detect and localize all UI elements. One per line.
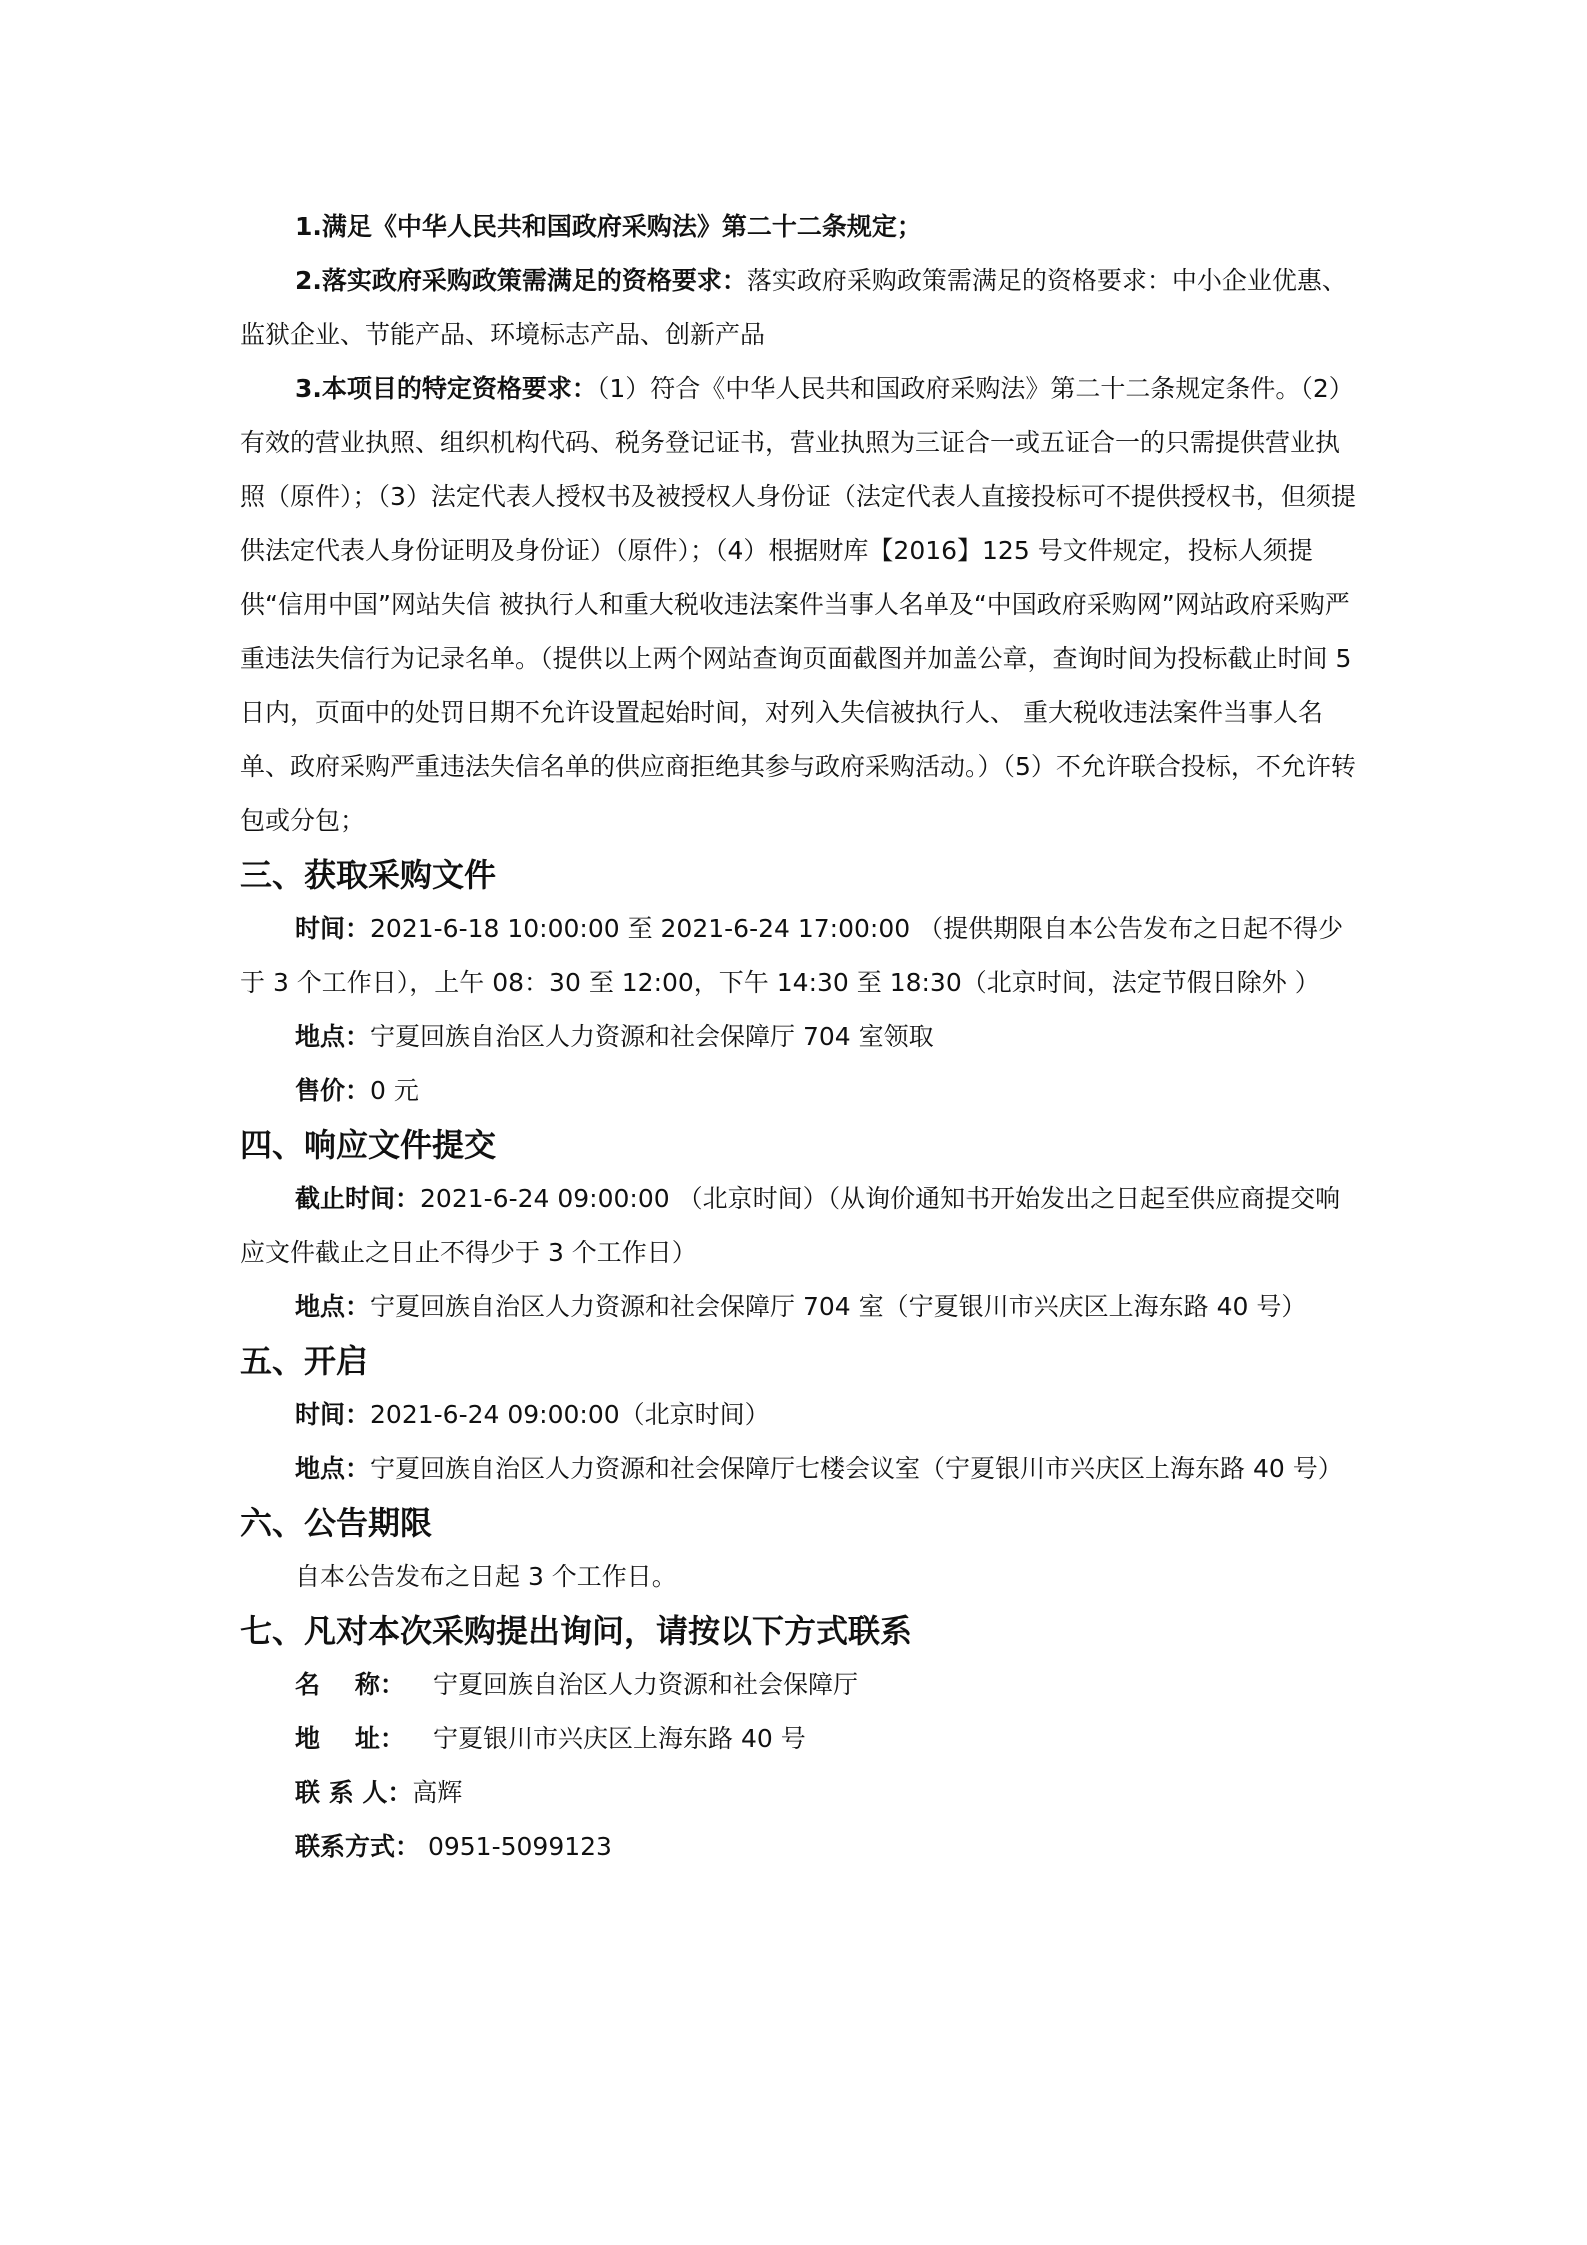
obtain-place [240,1010,1360,1064]
obtain-place-text: 宁夏回族自治区人力资源和社会保障厅 704 室领取 [370,1022,934,1051]
obtain-time-text: 2021-6-18 10:00:00 至 2021-6-24 17:00:00 （提供期限自本公告发布之日起不得少于 3 个工作日），上午 08：30 至 12:00，下午 14:30 至 18:30（北京时间，法定节假日除外 ） [240,914,1344,997]
contact-name-text: 宁夏回族自治区人力资源和社会保障厅 [433,1670,859,1699]
opening-place-label: 地点： [295,1454,371,1483]
obtain-time [240,902,1360,1010]
contact-person-row [240,1766,1360,1820]
announcement-period-text: 自本公告发布之日起 3 个工作日。 [295,1562,677,1591]
submit-deadline [240,1172,1360,1280]
submit-place [240,1280,1360,1334]
contact-person-text: 高辉 [412,1778,463,1807]
opening-place-text: 宁夏回族自治区人力资源和社会保障厅七楼会议室（宁夏银川市兴庆区上海东路 40 号） [370,1454,1343,1483]
contact-name-row [240,1658,1360,1712]
qualification-item-1: 1.满足《中华人民共和国政府采购法》第二十二条规定； [295,212,922,241]
document-body [240,200,1360,1874]
section-7-heading: 七、凡对本次采购提出询问，请按以下方式联系 [240,1612,913,1650]
opening-time [240,1388,1360,1442]
contact-phone-row [240,1820,1360,1874]
section-6-heading: 六、公告期限 [240,1504,433,1542]
contact-address-text: 宁夏银川市兴庆区上海东路 40 号 [433,1724,806,1753]
section-3-heading: 三、获取采购文件 [240,856,497,894]
qualification-item-3-label: 3.本项目的特定资格要求： [295,374,597,403]
contact-name-label: 名 称： [295,1670,405,1699]
qualification-item-2-text: 落实政府采购政策需满足的资格要求：中小企业优惠、监狱企业、节能产品、环境标志产品、创新产品 [240,266,1347,349]
contact-address-row [240,1712,1360,1766]
contact-address-label: 地 址： [295,1724,405,1753]
qualification-item-3-text: （1）符合《中华人民共和国政府采购法》第二十二条规定条件。（2）有效的营业执照、组织机构代码、税务登记证书，营业执照为三证合一或五证合一的只需提供营业执照（原件）；（3）法定代表人授权书及被授权人身份证（法定代表人直接投标可不提供授权书，但须提供法定代表人身份证明及身份证）（原件）；（4）根据财库【2016】125 号文件规定，投标人须提供“信用中国”网站失信 被执行人和重大税收违法案件当事人名单及“中国政府采购网”网站政府采购严重违法失信行为记录名单。（提供以上两个网站查询页面截图并加盖公章，查询时间为投标截止时间 5 日内，页面中的处罚日期不允许设置起始时间，对列入失信被执行人、 重大税收违法案件当事人名单、政府采购严重违法失信名单的供应商拒绝其参与政府采购活动。）（5）不允许联合投标，不允许转包或分包； [240,374,1356,835]
section-4-heading: 四、响应文件提交 [240,1126,497,1164]
contact-person-label: 联 系 人： [295,1778,413,1807]
obtain-price-text: 0 元 [370,1076,419,1105]
contact-phone-text: 0951-5099123 [420,1832,612,1861]
obtain-place-label: 地点： [295,1022,371,1051]
section-5-heading: 五、开启 [240,1342,369,1380]
opening-time-label: 时间： [295,1400,371,1429]
obtain-time-label: 时间： [295,914,371,943]
qualification-item-2 [240,254,1360,362]
submit-deadline-label: 截止时间： [295,1184,421,1213]
qualification-item-3 [240,362,1360,848]
submit-place-label: 地点： [295,1292,371,1321]
opening-time-text: 2021-6-24 09:00:00（北京时间） [370,1400,770,1429]
submit-deadline-text: 2021-6-24 09:00:00 （北京时间）（从询价通知书开始发出之日起至供应商提交响应文件截止之日止不得少于 3 个工作日） [240,1184,1341,1267]
qualification-item-2-label: 2.落实政府采购政策需满足的资格要求： [295,266,747,295]
obtain-price-label: 售价： [295,1076,371,1105]
opening-place [240,1442,1360,1496]
contact-phone-label: 联系方式： [295,1832,421,1861]
submit-place-text: 宁夏回族自治区人力资源和社会保障厅 704 室（宁夏银川市兴庆区上海东路 40 号） [370,1292,1307,1321]
obtain-price [240,1064,1360,1118]
